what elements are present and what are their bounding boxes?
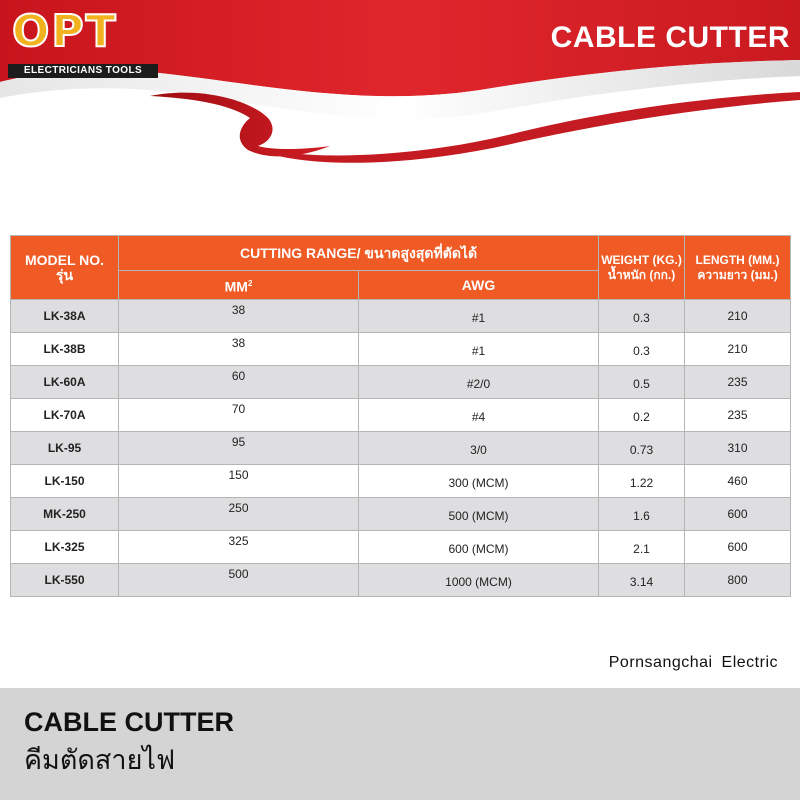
mm-cell xyxy=(119,564,359,597)
header-weight-th: น้ำหนัก (กก.) xyxy=(607,267,676,282)
logo-mark xyxy=(8,4,158,58)
header-mm-superscript: 2 xyxy=(247,278,253,288)
awg-cell-value: 300 (MCM) xyxy=(448,476,509,490)
length-cell-value: 235 xyxy=(727,375,748,389)
mm-cell xyxy=(119,366,359,399)
header-length-th: ความยาว (มม.) xyxy=(697,267,778,282)
weight-cell-value: 0.5 xyxy=(633,377,650,391)
mm-cell-value: 150 xyxy=(228,468,249,482)
model-cell xyxy=(11,432,119,465)
awg-cell xyxy=(359,300,599,333)
mm-cell-value: 38 xyxy=(231,303,246,317)
model-cell xyxy=(11,366,119,399)
length-cell xyxy=(685,333,791,366)
header-weight-en: WEIGHT (KG.) xyxy=(601,252,682,267)
mm-cell xyxy=(119,432,359,465)
table-row xyxy=(11,465,791,498)
brand-logo xyxy=(8,4,158,74)
weight-cell xyxy=(599,531,685,564)
mm-cell-value: 70 xyxy=(231,402,246,416)
model-cell xyxy=(11,498,119,531)
weight-cell-value: 2.1 xyxy=(633,542,650,556)
footer-title: CABLE CUTTER xyxy=(24,707,234,737)
length-cell xyxy=(685,564,791,597)
awg-cell-value: 1000 (MCM) xyxy=(445,575,512,589)
weight-cell xyxy=(599,333,685,366)
weight-cell xyxy=(599,498,685,531)
mm-cell-value: 38 xyxy=(231,336,246,350)
table-row xyxy=(11,366,791,399)
weight-cell xyxy=(599,399,685,432)
header-title: CABLE CUTTER xyxy=(550,21,790,54)
header-weight xyxy=(599,236,685,300)
length-cell-value: 460 xyxy=(727,474,748,488)
weight-cell xyxy=(599,564,685,597)
table-row xyxy=(11,333,791,366)
header-banner xyxy=(0,0,800,200)
awg-cell-value: #4 xyxy=(471,410,486,424)
header-model-th: รุ่น xyxy=(55,266,74,283)
model-cell xyxy=(11,465,119,498)
weight-cell-value: 0.2 xyxy=(633,410,650,424)
table-row xyxy=(11,531,791,564)
awg-cell xyxy=(359,432,599,465)
header-length-en: LENGTH (MM.) xyxy=(695,252,780,267)
awg-cell-value: #1 xyxy=(471,344,486,358)
table-row xyxy=(11,399,791,432)
logo-tagline: ELECTRICIANS TOOLS xyxy=(8,64,158,78)
model-cell-value: LK-38B xyxy=(43,342,86,356)
awg-cell xyxy=(359,498,599,531)
mm-cell-value: 500 xyxy=(228,567,249,581)
table-row xyxy=(11,564,791,597)
header-awg: AWG xyxy=(359,271,599,300)
length-cell xyxy=(685,531,791,564)
awg-cell xyxy=(359,465,599,498)
table-row xyxy=(11,300,791,333)
mm-cell-value: 60 xyxy=(231,369,246,383)
awg-cell-value: 600 (MCM) xyxy=(448,542,509,556)
mm-cell xyxy=(119,399,359,432)
mm-cell-value: 95 xyxy=(231,435,246,449)
length-cell xyxy=(685,465,791,498)
length-cell-value: 235 xyxy=(727,408,748,422)
company-name: Pornsangchai Electric xyxy=(608,654,778,671)
weight-cell-value: 3.14 xyxy=(629,575,654,589)
awg-cell-value: 3/0 xyxy=(470,443,487,457)
footer-subtitle: คีมตัดสายไฟ xyxy=(24,745,176,775)
weight-cell xyxy=(599,366,685,399)
length-cell-value: 600 xyxy=(727,507,748,521)
awg-cell xyxy=(359,531,599,564)
header-model-en: MODEL NO. xyxy=(24,251,105,268)
mm-cell-value: 250 xyxy=(228,501,249,515)
mm-cell xyxy=(119,465,359,498)
length-cell xyxy=(685,366,791,399)
table-body xyxy=(11,300,791,597)
weight-cell-value: 0.3 xyxy=(633,311,650,325)
awg-cell-value: #1 xyxy=(471,311,486,325)
model-cell-value: MK-250 xyxy=(43,507,86,521)
length-cell-value: 310 xyxy=(727,441,748,455)
model-cell-value: LK-150 xyxy=(44,474,85,488)
header-model xyxy=(11,236,119,300)
model-cell-value: LK-60A xyxy=(43,375,86,389)
mm-cell xyxy=(119,531,359,564)
weight-cell-value: 1.22 xyxy=(629,476,654,490)
model-cell-value: LK-70A xyxy=(43,408,86,422)
weight-cell xyxy=(599,432,685,465)
model-cell xyxy=(11,399,119,432)
length-cell-value: 210 xyxy=(727,309,748,323)
header-length xyxy=(685,236,791,300)
mm-cell xyxy=(119,498,359,531)
model-cell-value: LK-325 xyxy=(44,540,85,554)
spec-table xyxy=(10,235,791,597)
weight-cell-value: 1.6 xyxy=(633,509,650,523)
logo-text: OPT xyxy=(12,6,118,57)
weight-cell-value: 0.73 xyxy=(629,443,654,457)
length-cell xyxy=(685,300,791,333)
mm-cell-value: 325 xyxy=(228,534,249,548)
mm-cell xyxy=(119,333,359,366)
model-cell xyxy=(11,300,119,333)
awg-cell-value: 500 (MCM) xyxy=(448,509,509,523)
awg-cell xyxy=(359,399,599,432)
model-cell xyxy=(11,333,119,366)
table-row xyxy=(11,498,791,531)
model-cell xyxy=(11,564,119,597)
awg-cell-value: #2/0 xyxy=(466,377,491,391)
model-cell xyxy=(11,531,119,564)
length-cell xyxy=(685,399,791,432)
weight-cell-value: 0.3 xyxy=(633,344,650,358)
length-cell-value: 600 xyxy=(727,540,748,554)
length-cell xyxy=(685,498,791,531)
header-cutting-range: CUTTING RANGE/ ขนาดสูงสุดที่ตัดได้ xyxy=(119,236,599,271)
mm-cell xyxy=(119,300,359,333)
length-cell xyxy=(685,432,791,465)
model-cell-value: LK-550 xyxy=(44,573,85,587)
length-cell-value: 210 xyxy=(727,342,748,356)
table-row xyxy=(11,432,791,465)
footer-bar xyxy=(0,688,800,800)
header-mm-label: MM xyxy=(224,278,248,295)
model-cell-value: LK-95 xyxy=(47,441,82,455)
weight-cell xyxy=(599,465,685,498)
awg-cell xyxy=(359,333,599,366)
model-cell-value: LK-38A xyxy=(43,309,86,323)
header-mm2 xyxy=(119,271,359,300)
length-cell-value: 800 xyxy=(727,573,748,587)
weight-cell xyxy=(599,300,685,333)
awg-cell xyxy=(359,564,599,597)
awg-cell xyxy=(359,366,599,399)
